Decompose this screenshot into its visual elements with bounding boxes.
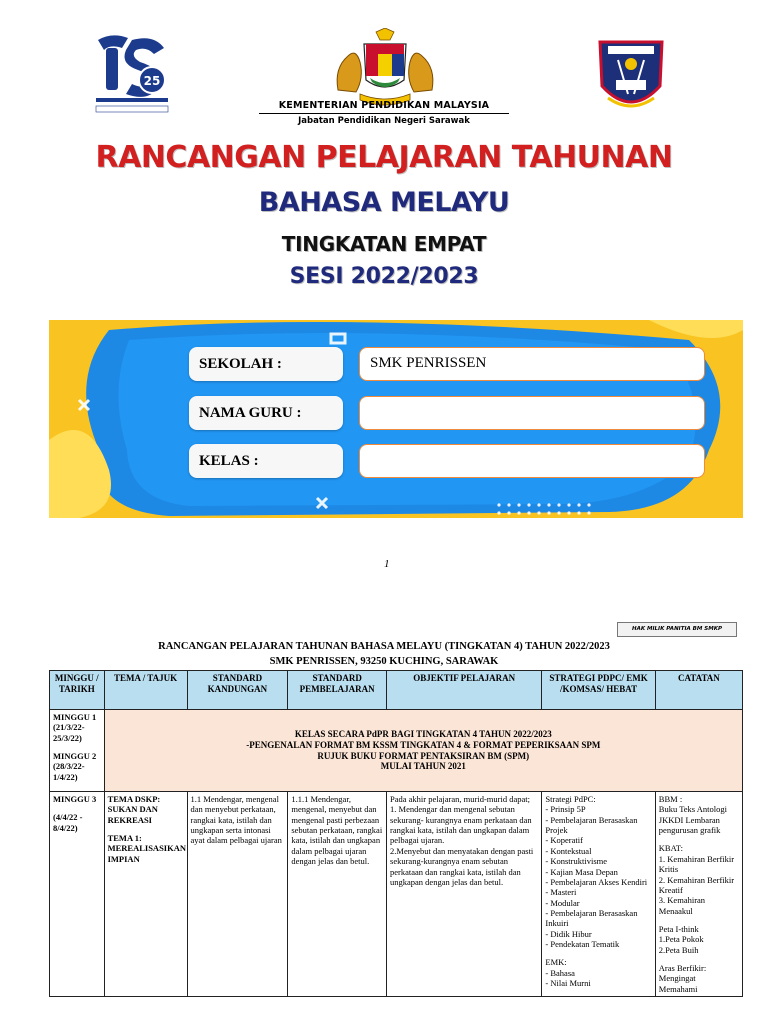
table-header-row <box>50 671 743 710</box>
strategy-line: - Didik Hibur <box>545 928 592 939</box>
strategy-line: - Pembelajaran Berasaskan Inkuiri <box>545 907 638 929</box>
column-header: OBJEKTIF PELAJARAN <box>387 671 542 710</box>
notes-line: 3. Kemahiran Menaakul <box>658 895 706 916</box>
document-heading: RANCANGAN PELAJARAN TAHUNAN BAHASA MELAYU (TINGKATAN 4) TAHUN 2022/2023 <box>158 641 610 652</box>
notes-line: Aras Berfikir: <box>658 963 707 974</box>
ministry-divider <box>259 113 509 114</box>
teacher-name-label: NAMA GURU : <box>189 396 343 430</box>
week-label: MINGGU 2 <box>53 751 97 762</box>
week-label: MINGGU 3 <box>53 794 97 804</box>
notice-cell <box>104 710 742 792</box>
teacher-name-field[interactable] <box>359 396 705 430</box>
strategy-line: EMK: <box>545 957 567 968</box>
objective-cell <box>387 792 542 997</box>
strategy-line: - Kajian Masa Depan <box>545 866 618 877</box>
objective-line: Pada akhir pelajaran, murid-murid dapat; <box>390 794 530 804</box>
column-header: STANDARD PEMBELAJARAN <box>288 671 387 710</box>
notice-line: MULAI TAHUN 2021 <box>380 761 466 772</box>
strategy-line: - Pembelajaran Akses Kendiri <box>545 876 648 887</box>
form-level-title: TINGKATAN EMPAT <box>281 232 487 256</box>
ministry-name: KEMENTERIAN PENDIDIKAN MALAYSIA <box>278 100 490 111</box>
theme-cell <box>104 792 187 997</box>
strategy-line: Strategi PdPC: <box>545 794 596 804</box>
school-label: SEKOLAH : <box>189 347 343 381</box>
strategy-line: - Nilai Murni <box>545 978 591 989</box>
notes-line: 2.Peta Buih <box>658 944 699 955</box>
dskp-theme: TEMA DSKP: SUKAN DAN REKREASI <box>107 794 161 825</box>
notes-line: 1.Peta Pokok <box>658 934 704 945</box>
notes-line: Mengingat <box>658 973 696 984</box>
ts25-logo <box>92 30 172 118</box>
column-header: STRATEGI PDPC/ EMK /KOMSAS/ HEBAT <box>542 671 655 710</box>
ministry-header <box>200 100 568 126</box>
objective-line: 1. Mendengar dan mengenal sebutan sekurang- kurangnya enam perkataan dan rangkai kata, istilah dan ungkapan dalam pelbagai ujaran. <box>390 804 532 846</box>
column-header: TEMA / TAJUK <box>104 671 187 710</box>
strategy-line: - Modular <box>545 897 580 908</box>
lesson-plan-table <box>49 670 743 997</box>
week-date: (28/3/22-1/4/22) <box>53 761 85 782</box>
class-field[interactable] <box>359 444 705 478</box>
ownership-tag: HAK MILIK PANITIA BM SMKP <box>617 622 737 637</box>
strategy-line: - Koperatif <box>545 835 583 846</box>
column-header: STANDARD KANDUNGAN <box>187 671 288 710</box>
column-header: CATATAN <box>655 671 742 710</box>
strategy-line: - Bahasa <box>545 967 575 978</box>
week-cell <box>50 792 105 997</box>
notes-line: Memahami <box>658 983 698 994</box>
coat-of-arms-logo <box>330 28 440 108</box>
notes-line: Peta I-think <box>658 923 699 934</box>
school-crest-logo <box>594 34 668 118</box>
table-row <box>50 792 743 997</box>
week-cell <box>50 710 105 792</box>
notice-line: KELAS SECARA PdPR BAGI TINGKATAN 4 TAHUN 2022/2023 <box>294 728 552 739</box>
notes-line: 2. Kemahiran Berfikir Kreatif <box>658 874 735 895</box>
strategy-line: - Kontekstual <box>545 845 592 856</box>
week-date: (21/3/22-25/3/22) <box>53 722 85 743</box>
column-header: MINGGU / TARIKH <box>50 671 105 710</box>
week-date: (4/4/22 - 8/4/22) <box>53 812 83 833</box>
school-address: SMK PENRISSEN, 93250 KUCHING, SARAWAK <box>269 656 499 667</box>
strategy-line: - Prinsip 5P <box>545 804 586 815</box>
strategy-line: - Pendekatan Tematik <box>545 939 620 950</box>
objective-line: 2.Menyebut dan menyatakan dengan pasti sekurang-kurangnya enam sebutan perkataan dan rangkai kata, istilah dan ungkapan dengan jelas dan betul. <box>390 845 534 887</box>
content-standard-cell: 1.1 Mendengar, mengenal dan menyebut perkataan, rangkai kata, istilah dan ungkapan serta intonasi ayat dalam pelbagai ujaran <box>187 792 288 997</box>
learning-standard-cell: 1.1.1 Mendengar, mengenal, menyebut dan mengenal pasti perbezaan sebutan perkataan, rangkai kata, istilah dan ungkapan dalam pelbagai ujaran dengan jelas dan betul. <box>288 792 387 997</box>
strategy-line: - Konstruktivisme <box>545 856 608 867</box>
table-row <box>50 710 743 792</box>
subject-title: BAHASA MELAYU <box>258 187 510 218</box>
notice-line: -PENGENALAN FORMAT BM KSSM TINGKATAN 4 & FORMAT PEPERIKSAAN SPM <box>246 739 601 750</box>
class-label: KELAS : <box>189 444 343 478</box>
session-title: SESI 2022/2023 <box>289 264 479 289</box>
strategy-line: - Pembelajaran Berasaskan Projek <box>545 814 638 836</box>
school-field[interactable]: SMK PENRISSEN <box>359 347 705 381</box>
notes-line: Buku Teks Antologi JKKDI Lembaran pengurusan grafik <box>658 804 727 836</box>
main-title: RANCANGAN PELAJARAN TAHUNAN <box>95 140 673 175</box>
strategy-line: - Masteri <box>545 887 577 898</box>
notes-line: KBAT: <box>658 843 683 854</box>
strategy-cell <box>542 792 655 997</box>
notes-cell <box>655 792 742 997</box>
theme-title: TEMA 1: MEREALISASIKAN IMPIAN <box>107 833 186 864</box>
notes-line: 1. Kemahiran Berfikir Kritis <box>658 853 735 875</box>
notice-line: RUJUK BUKU FORMAT PENTAKSIRAN BM (SPM) <box>317 750 530 761</box>
department-name: Jabatan Pendidikan Negeri Sarawak <box>298 116 470 126</box>
page-number: 1 <box>384 558 390 570</box>
week-label: MINGGU 1 <box>53 712 97 722</box>
svg-text:25: 25 <box>143 74 161 88</box>
notes-line: BBM : <box>658 794 683 804</box>
info-banner <box>49 320 743 518</box>
